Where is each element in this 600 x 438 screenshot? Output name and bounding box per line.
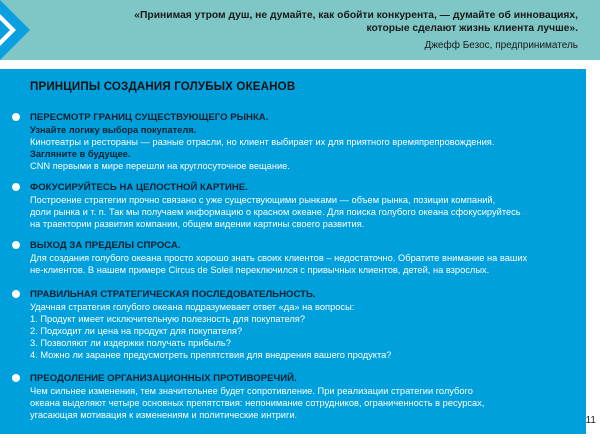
section-line: Удачная стратегия голубого океана подразумевает ответ «да» на вопросы: (30, 302, 355, 312)
bullet-icon (12, 374, 20, 382)
section-line: не-клиентов. В нашем примере Circus de Soleil переключился с привычных клиентов, детей, на взрослых. (30, 265, 490, 275)
section-line: Загляните в будущее. (30, 149, 131, 159)
section-line: Узнайте логику выбора покупателя. (30, 125, 197, 135)
section-body (30, 385, 570, 421)
page-number: 11 (585, 415, 596, 426)
section-line: 3. Позволяют ли издержки получать прибыль? (30, 338, 231, 348)
panel-title: ПРИНЦИПЫ СОЗДАНИЯ ГОЛУБЫХ ОКЕАНОВ (30, 81, 296, 93)
section-line: доли рынка и т. п. Так мы получаем информацию о красном океане. Для поиска голубого океана сфокусируйтесь (30, 207, 521, 217)
section-line: Для создания голубого океана просто хорошо знать своих клиентов – недостаточно. Обратите внимание на ваших (30, 253, 528, 263)
bullet-icon (12, 290, 20, 298)
section-title: ФОКУСИРУЙТЕСЬ НА ЦЕЛОСТНОЙ КАРТИНЕ. (30, 182, 248, 193)
chevron-right-icon (0, 0, 30, 60)
quote-text (108, 9, 578, 35)
section-line: CNN первыми в мире перешли на круглосуточное вещание. (30, 161, 290, 171)
section-body (30, 194, 570, 230)
section-line: 4. Можно ли заранее предусмотреть препятствия для внедрения вашего продукта? (30, 350, 392, 360)
quote-author: Джефф Безос, предприниматель (424, 40, 578, 51)
section-title: ПРАВИЛЬНАЯ СТРАТЕГИЧЕСКАЯ ПОСЛЕДОВАТЕЛЬНОСТЬ. (30, 289, 316, 300)
section-line: Чем сильнее изменения, тем значительнее будет сопротивление. При реализации стратегии голубого (30, 386, 473, 396)
section-line: 1. Продукт имеет исключительную полезность для покупателя? (30, 314, 305, 324)
section-line: на траектории развития компании, общем видении картины своего развития. (30, 219, 365, 229)
bullet-icon (12, 241, 20, 249)
principles-panel (0, 69, 586, 434)
quote-band (0, 0, 600, 60)
section-line: Построение стратегии прочно связано с уже существующими рынками — объем рынка, позиции компаний, (30, 195, 496, 205)
section-line: Кинотеатры и рестораны — разные отрасли, но клиент выбирает их для приятного времяпрепровождения. (30, 137, 495, 147)
section-line: 2. Подходит ли цена на продукт для покупателя? (30, 326, 243, 336)
section-body (30, 124, 570, 172)
section-title: ВЫХОД ЗА ПРЕДЕЛЫ СПРОСА. (30, 240, 181, 251)
bullet-icon (12, 183, 20, 191)
section-title: ПРЕОДОЛЕНИЕ ОРГАНИЗАЦИОННЫХ ПРОТИВОРЕЧИЙ. (30, 373, 297, 384)
quote-line-1: «Принимая утром душ, не думайте, как обойти конкурента, — думайте об инновациях, (134, 10, 578, 21)
section-body (30, 301, 570, 361)
section-line: угасающая мотивация к изменениям и политические интриги. (30, 410, 298, 420)
bullet-icon (12, 113, 20, 121)
section-body (30, 252, 570, 276)
section-title: ПЕРЕСМОТР ГРАНИЦ СУЩЕСТВУЮЩЕГО РЫНКА. (30, 112, 269, 123)
quote-line-2: которые сделают жизнь клиента лучше». (366, 23, 578, 34)
section-line: океана выделяют четыре основных препятствия: непонимание сотрудников, ограниченность в ресурсах, (30, 398, 485, 408)
